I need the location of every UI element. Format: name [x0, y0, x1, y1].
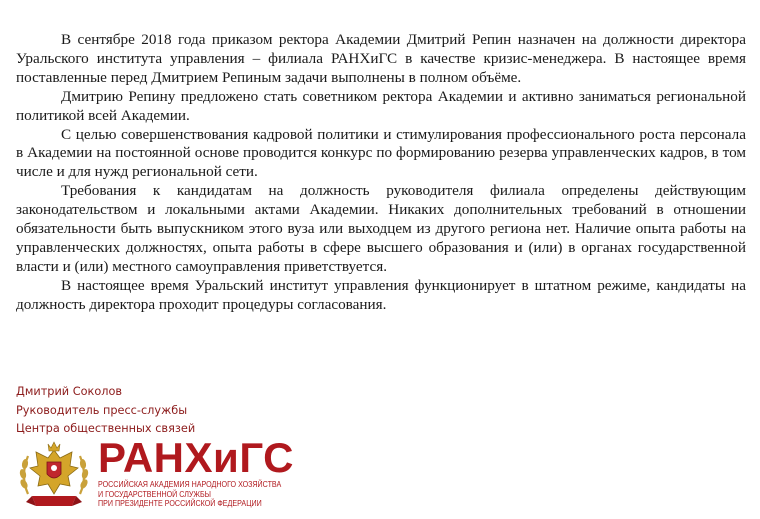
ranepa-emblem-icon: [14, 436, 94, 516]
logo-subtitle-line: РОССИЙСКАЯ АКАДЕМИЯ НАРОДНОГО ХОЗЯЙСТВА: [98, 479, 282, 489]
logo-title: РАНХиГС: [98, 434, 294, 481]
paragraph: С целью совершенствования кадровой политики и стимулирования профессионального роста персонала в Академии на постоянной основе проводится конкурс по формированию резерва управленческих кадров, в том числе и для нужд региональной сети.: [16, 125, 746, 181]
paragraph: Требования к кандидатам на должность руководителя филиала определены действующим законодательством и локальными актами Академии. Никаких дополнительных требований в отношении обязательности быть выпускником этого вуза или выходцем из другого региона нет. Наличие опыта работы на управленческих должностях, опыта работы в сфере высшего образования и (или) в органах государственной власти и (или) местного самоуправления приветствуется.: [16, 182, 746, 275]
signature-name: Дмитрий Соколов: [16, 385, 123, 398]
signature-department: Центра общественных связей: [16, 422, 196, 435]
signature-block: [16, 383, 195, 439]
logo-subtitle-line: ПРИ ПРЕЗИДЕНТЕ РОССИЙСКОЙ ФЕДЕРАЦИИ: [98, 498, 262, 509]
signature-position: Руководитель пресс-службы: [16, 403, 188, 417]
paragraph: В настоящее время Уральский институт управления функционирует в штатном режиме, кандидаты на должность директора проходит процедуры согласования.: [16, 276, 746, 313]
logo-subtitle-line: И ГОСУДАРСТВЕННОЙ СЛУЖБЫ: [98, 488, 212, 499]
ranepa-logo: [98, 436, 308, 509]
paragraph: В сентябре 2018 года приказом ректора Академии Дмитрий Репин назначен на должности директора Уральского института управления – филиала РАНХиГС в качестве кризис-менеджера. В настоящее время поставленные перед Дмитрием Репиным задачи выполнены в полном объёме.: [16, 31, 746, 86]
article-body: [16, 31, 746, 315]
cut-off-top-line: [230, 0, 570, 2]
paragraph: Дмитрию Репину предложено стать советником ректора Академии и активно заниматься региональной политикой всей Академии.: [16, 87, 746, 124]
